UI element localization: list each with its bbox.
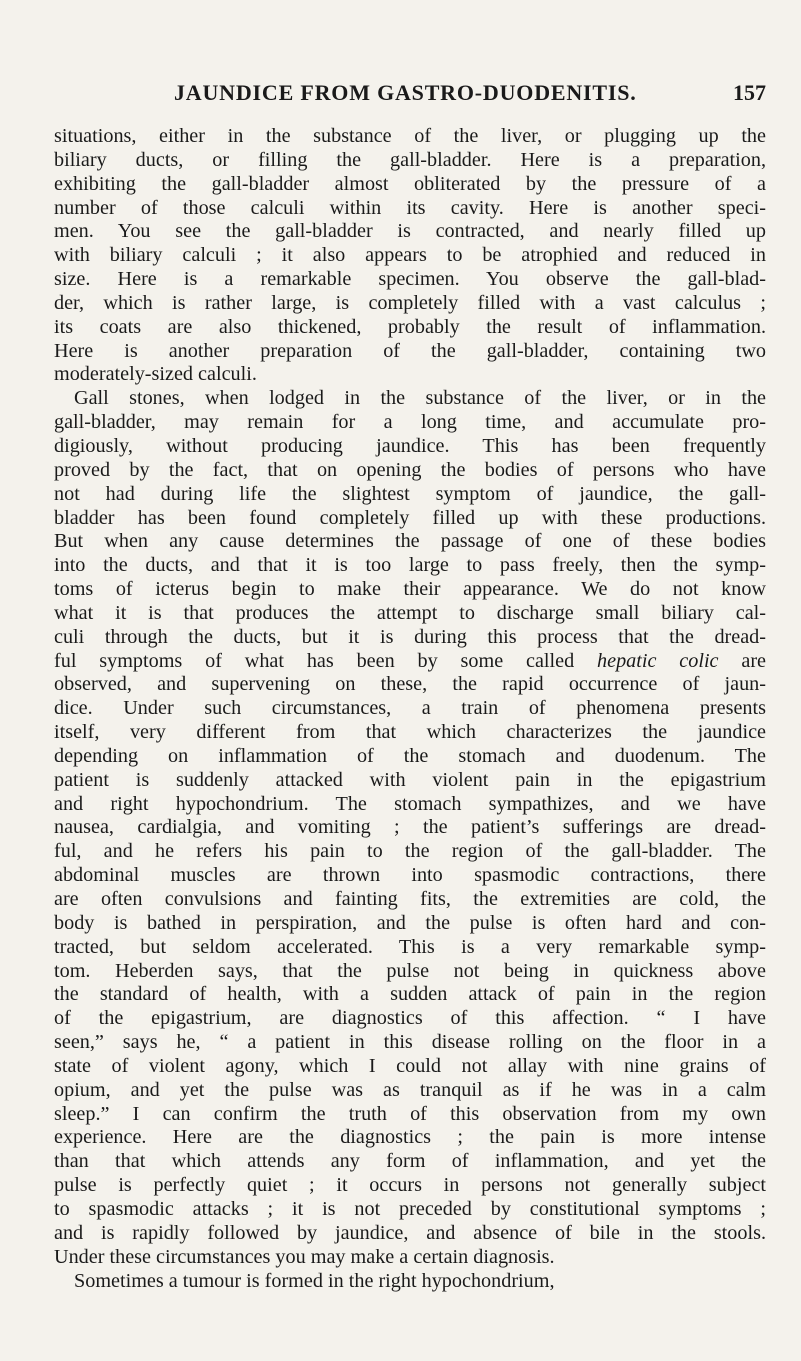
text-line: state of violent agony, which I could not allay with nine grains of bbox=[54, 1054, 766, 1077]
text-line: Here is another preparation of the gall-bladder, containing two bbox=[54, 339, 766, 362]
text-line: and is rapidly followed by jaundice, and absence of bile in the stools. bbox=[54, 1221, 766, 1244]
text-line: body is bathed in perspiration, and the pulse is often hard and con- bbox=[54, 911, 766, 934]
text-line: seen,” says he, “ a patient in this disease rolling on the floor in a bbox=[54, 1031, 766, 1054]
text-line: tom. Heberden says, that the pulse not being in quickness above bbox=[54, 959, 766, 982]
text-line: of the epigastrium, are diagnostics of this affection. “ I have bbox=[54, 1007, 766, 1030]
text-line: the standard of health, with a sudden attack of pain in the region bbox=[54, 983, 766, 1006]
text-fragment: ful symptoms of what has been by some called bbox=[54, 649, 575, 672]
text-line: Gall stones, when lodged in the substance of the liver, or in the bbox=[74, 387, 766, 410]
text-line: patient is suddenly attacked with violent pain in the epigastrium bbox=[54, 768, 766, 791]
text-line: pulse is perfectly quiet ; it occurs in persons not generally subject bbox=[54, 1174, 766, 1197]
text-line: abdominal muscles are thrown into spasmodic contractions, there bbox=[54, 864, 766, 887]
text-line: moderately-sized calculi. bbox=[54, 363, 257, 386]
text-line: its coats are also thickened, probably the result of inflammation. bbox=[54, 315, 766, 338]
running-head: JAUNDICE FROM GASTRO-DUODENITIS. bbox=[174, 80, 637, 105]
text-line: into the ducts, and that it is too large to pass freely, then the symp- bbox=[54, 554, 766, 577]
text-line: are often convulsions and fainting fits, the extremities are cold, the bbox=[54, 888, 766, 910]
text-line: and right hypochondrium. The stomach sympathizes, and we have bbox=[54, 792, 766, 815]
text-line: than that which attends any form of inflammation, and yet the bbox=[54, 1150, 766, 1173]
page-number: 157 bbox=[733, 80, 766, 105]
text-line-with-italic bbox=[54, 650, 766, 674]
text-line: exhibiting the gall-bladder almost obliterated by the pressure of a bbox=[54, 172, 766, 195]
text-line: digiously, without producing jaundice. This has been frequently bbox=[54, 434, 766, 457]
text-line: not had during life the slightest symptom of jaundice, the gall- bbox=[54, 482, 766, 505]
text-line: culi through the ducts, but it is during this process that the dread- bbox=[54, 625, 766, 648]
text-line: observed, and supervening on these, the rapid occurrence of jaun- bbox=[54, 673, 766, 696]
page-header bbox=[54, 80, 766, 110]
text-line: Sometimes a tumour is formed in the right hypochondrium, bbox=[74, 1269, 555, 1292]
text-line: gall-bladder, may remain for a long time, and accumulate pro- bbox=[54, 411, 766, 434]
text-line: situations, either in the substance of the liver, or plugging up the bbox=[54, 125, 766, 147]
text-line: itself, very different from that which characterizes the jaundice bbox=[54, 721, 766, 744]
text-line: number of those calculi within its cavity. Here is another speci- bbox=[54, 196, 766, 219]
text-line: der, which is rather large, is completely filled with a vast calculus ; bbox=[54, 291, 766, 314]
text-line: size. Here is a remarkable specimen. You observe the gall-blad- bbox=[54, 268, 766, 291]
text-line: biliary ducts, or filling the gall-bladder. Here is a preparation, bbox=[54, 148, 766, 171]
text-line: tracted, but seldom accelerated. This is a very remarkable symp- bbox=[54, 935, 766, 958]
body-text bbox=[54, 125, 766, 1293]
text-line: to spasmodic attacks ; it is not preceded by constitutional symptoms ; bbox=[54, 1197, 766, 1220]
text-fragment: are bbox=[741, 649, 766, 672]
text-line: toms of icterus begin to make their appearance. We do not know bbox=[54, 578, 766, 601]
text-line: sleep.” I can confirm the truth of this observation from my own bbox=[54, 1102, 766, 1125]
text-line: But when any cause determines the passage of one of these bodies bbox=[54, 530, 766, 553]
text-line: bladder has been found completely filled up with these productions. bbox=[54, 506, 766, 529]
text-line: experience. Here are the diagnostics ; the pain is more intense bbox=[54, 1126, 766, 1149]
text-line: depending on inflammation of the stomach and duodenum. The bbox=[54, 744, 766, 767]
text-line: ful, and he refers his pain to the region of the gall-bladder. The bbox=[54, 840, 766, 863]
text-line: men. You see the gall-bladder is contracted, and nearly filled up bbox=[54, 220, 766, 243]
italic-term: hepatic colic bbox=[597, 649, 719, 672]
text-line: with biliary calculi ; it also appears to be atrophied and reduced in bbox=[54, 244, 766, 267]
text-line: proved by the fact, that on opening the bodies of persons who have bbox=[54, 458, 766, 481]
text-line: Under these circumstances you may make a certain diagnosis. bbox=[54, 1245, 555, 1268]
text-line: what it is that produces the attempt to discharge small biliary cal- bbox=[54, 601, 766, 624]
text-line: opium, and yet the pulse was as tranquil as if he was in a calm bbox=[54, 1078, 766, 1101]
text-line: dice. Under such circumstances, a train of phenomena presents bbox=[54, 697, 766, 720]
text-line: nausea, cardialgia, and vomiting ; the patient’s sufferings are dread- bbox=[54, 816, 766, 839]
